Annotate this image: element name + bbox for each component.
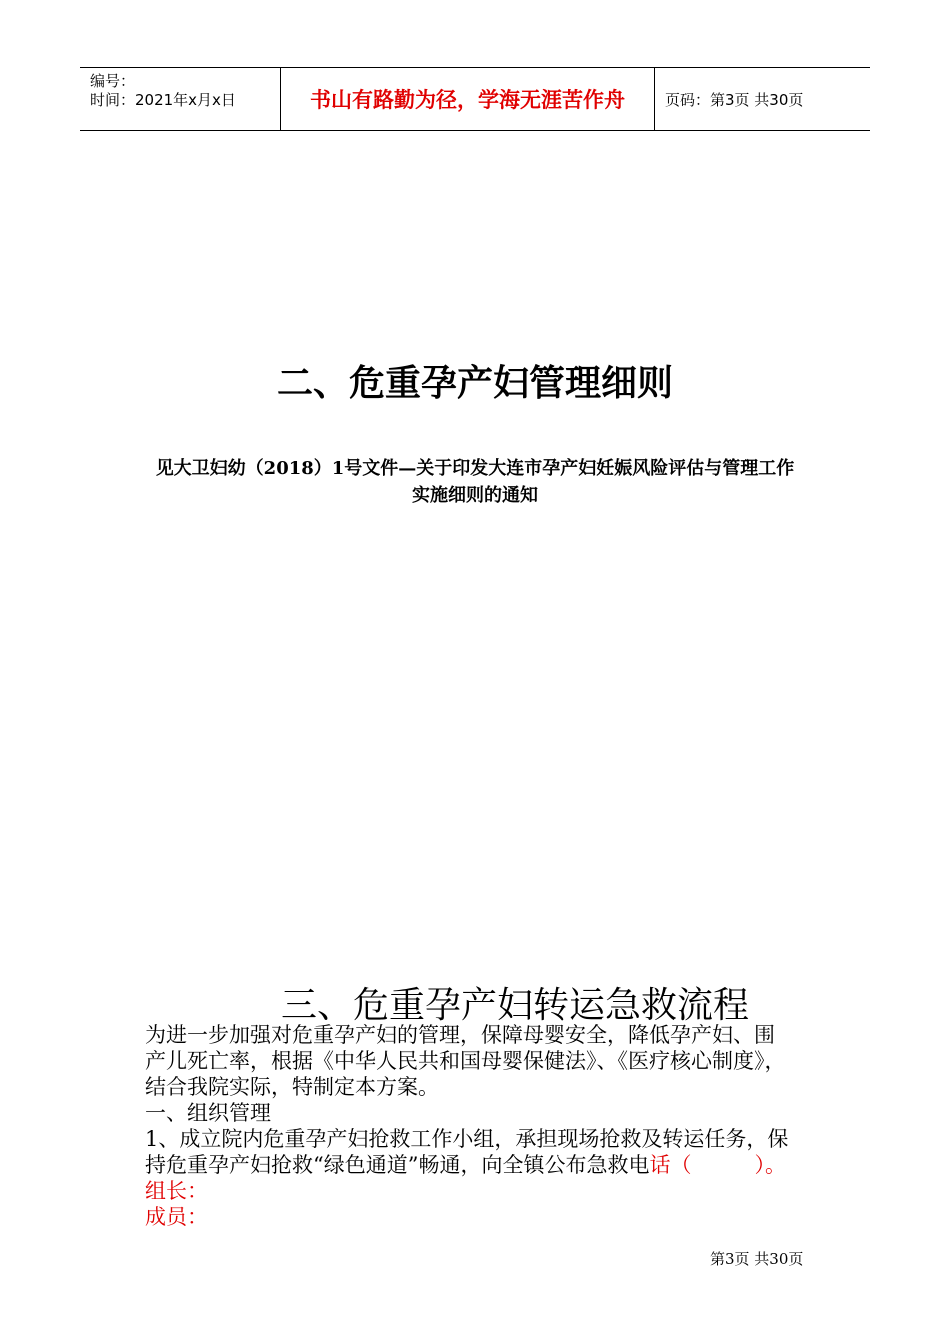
body-line-6 <box>145 1152 825 1178</box>
body-line-3: 结合我院实际，特制定本方案。 <box>145 1075 439 1099</box>
section2-title: 二、危重孕产妇管理细则 <box>276 362 673 404</box>
number-label: 编号： <box>90 72 136 90</box>
members-label: 成员： <box>145 1205 208 1229</box>
body-line-5: 1、成立院内危重孕产妇抢救工作小组，承担现场抢救及转运任务，保 <box>145 1127 789 1151</box>
section2-subtitle <box>130 455 820 509</box>
time-label: 时间：2021年x月x日 <box>90 91 236 109</box>
page-label: 页码：第3页 共30页 <box>665 90 804 109</box>
header-info-cell <box>80 68 281 130</box>
body-line-6-text: 持危重孕产妇抢救“绿色通道”畅通，向全镇公布急救电 <box>145 1153 650 1177</box>
body-line-1: 为进一步加强对危重孕产妇的管理，保障母婴安全，降低孕产妇、围 <box>145 1023 775 1047</box>
motto-text: 书山有路勤为径，学海无涯苦作舟 <box>310 88 625 112</box>
page-header <box>80 67 870 131</box>
section3-body <box>145 1022 825 1230</box>
subtitle-line-2: 实施细则的通知 <box>412 485 538 506</box>
phone-placeholder: 话（ ）。 <box>649 1153 786 1177</box>
page-footer: 第3页 共30页 <box>710 1250 804 1268</box>
header-page-cell <box>655 68 870 130</box>
leader-label: 组长： <box>145 1179 208 1203</box>
body-line-4: 一、组织管理 <box>145 1101 271 1125</box>
subtitle-line-1: 见大卫妇幼（2018）1号文件—关于印发大连市孕产妇妊娠风险评估与管理工作 <box>155 458 795 479</box>
section3-title: 三、危重孕产妇转运急救流程 <box>280 985 749 1026</box>
header-motto-cell <box>281 68 655 130</box>
body-line-2: 产儿死亡率，根据《中华人民共和国母婴保健法》、《医疗核心制度》， <box>145 1049 786 1073</box>
